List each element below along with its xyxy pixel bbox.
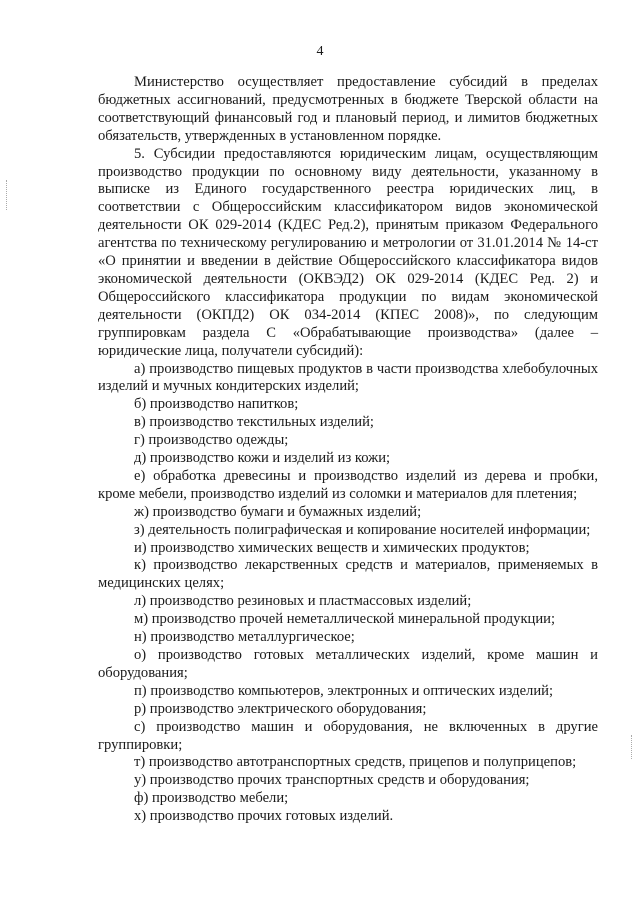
list-item-t: т) производство автотранспортных средств, прицепов и полуприцепов; [134,754,577,771]
list-item-i: и) производство химических веществ и химических продуктов; [134,539,530,556]
list-item-l: л) производство резиновых и пластмассовых изделий; [134,593,472,610]
list-item-u: у) производство прочих транспортных средств и оборудования; [134,772,530,789]
page-number: 4 [316,44,324,59]
list-item-z: з) деятельность полиграфическая и копирование носителей информации; [134,521,591,538]
list-item-a: а) производство пищевых продуктов в части производства хлебобулочных изделий и мучных кондитерских изделий; [98,360,598,395]
list-item-d: д) производство кожи и изделий из кожи; [134,450,391,467]
list-item-s: с) производство машин и оборудования, не включенных в другие группировки; [98,718,598,753]
list-item-m: м) производство прочей неметаллической минеральной продукции; [134,611,556,628]
list-item-zh: ж) производство бумаги и бумажных изделий; [134,503,422,520]
list-item-g: г) производство одежды; [134,432,289,449]
list-item-n: н) производство металлургическое; [134,629,355,646]
margin-mark-left [6,180,9,210]
list-item-e: е) обработка древесины и производство изделий из дерева и пробки, кроме мебели, производство изделий из соломки и материалов для плетения; [98,467,598,502]
paragraph-subsidy-recipients: 5. Субсидии предоставляются юридическим лицам, осуществляющим производство продукции по основному виду деятельности, указанному в выписке из Единого государственного реестра юридических лиц, в соответствии с Общероссийским классификатором видов экономической деятельности ОК 029-2014 (КДЕС Ред.2), принятым приказом Федерального агентства по техническому регулированию и метрологии от 31.01.2014 № 14-ст «О принятии и введении в действие Общероссийского классификатора видов экономической деятельности (ОКВЭД2) ОК 029-2014 (КДЕС Ред. 2) и Общероссийского классификатора продукции по видам экономической деятельности (ОКПД2) ОК 034-2014 (КПЕС 2008)», по следующим группировкам раздела С «Обрабатывающие производства» (далее – юридические лица, получатели субсидий): [98,145,598,359]
document-body [98,74,598,826]
list-item-r: р) производство электрического оборудования; [134,700,427,717]
list-item-p: п) производство компьютеров, электронных и оптических изделий; [134,682,553,699]
list-item-v: в) производство текстильных изделий; [134,414,374,431]
paragraph-funding: Министерство осуществляет предоставление субсидий в пределах бюджетных ассигнований, предусмотренных в бюджете Тверской области на соответствующий финансовый год и плановый период, и лимитов бюджетных обязательств, утвержденных в установленном порядке. [98,74,598,144]
list-item-b: б) производство напитков; [134,396,299,413]
list-item-o: о) производство готовых металлических изделий, кроме машин и оборудования; [98,647,598,681]
list-item-f: ф) производство мебели; [134,790,289,807]
list-item-k: к) производство лекарственных средств и материалов, применяемых в медицинских целях; [98,557,598,592]
list-item-kh: х) производство прочих готовых изделий. [134,808,394,825]
margin-mark-right [631,735,634,759]
